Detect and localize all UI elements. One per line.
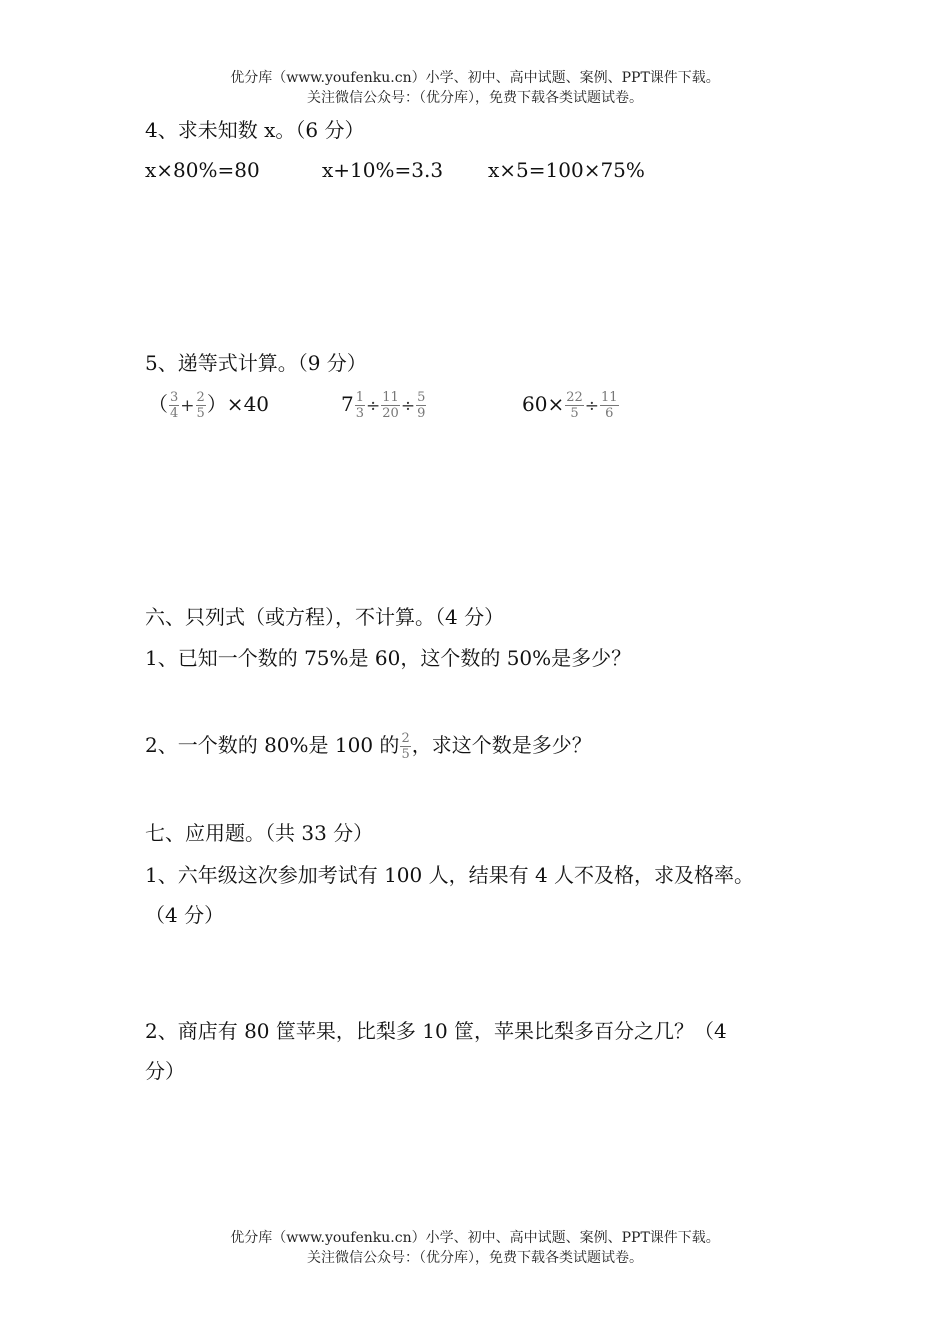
plus-sign: + xyxy=(180,396,195,416)
fraction: $\frac{2}{5}$ xyxy=(401,731,410,762)
fraction: $\frac{3}{4}$ xyxy=(170,390,179,421)
expr1-open: （ xyxy=(148,392,168,416)
fraction: $\frac{11}{6}$ xyxy=(601,390,618,421)
expr1-close: ）×40 xyxy=(206,392,270,416)
section7-question-1-line-2: （4 分） xyxy=(145,903,225,927)
section5-title: 5、递等式计算。（9 分） xyxy=(145,351,367,375)
q2-prefix: 2、一个数的 80%是 100 的 xyxy=(145,733,400,757)
divide-sign: ÷ xyxy=(400,396,416,416)
header-line-1: 优分库（www.youfenku.cn）小学、初中、高中试题、案例、PPT课件下载。 xyxy=(230,70,720,86)
fraction: $\frac{22}{5}$ xyxy=(566,390,583,421)
mixed-whole: 7 xyxy=(341,392,354,416)
fraction: $\frac{1}{3}$ xyxy=(355,390,365,421)
footer-line-2: 关注微信公众号：（优分库），免费下载各类试题试卷。 xyxy=(307,1250,643,1266)
footer-line-1: 优分库（www.youfenku.cn）小学、初中、高中试题、案例、PPT课件下载。 xyxy=(230,1230,720,1246)
section6-title: 六、只列式（或方程），不计算。（4 分） xyxy=(145,605,505,629)
section4-title: 4、求未知数 x。（6 分） xyxy=(145,118,365,142)
fraction: $\frac{11}{20}$ xyxy=(382,390,399,421)
divide-sign: ÷ xyxy=(584,396,600,416)
expression-2 xyxy=(341,390,427,421)
fraction: $\frac{2}{5}$ xyxy=(196,390,205,421)
divide-sign: ÷ xyxy=(366,396,381,416)
section7-question-1-line-1: 1、六年级这次参加考试有 100 人，结果有 4 人不及格，求及格率。 xyxy=(145,863,755,887)
q2-suffix: ，求这个数是多少？ xyxy=(411,733,592,757)
section7-question-2-line-2: 分） xyxy=(145,1059,185,1083)
header-line-2: 关注微信公众号：（优分库），免费下载各类试题试卷。 xyxy=(307,90,643,106)
equation-3: x×5=100×75% xyxy=(488,158,645,182)
expression-1 xyxy=(148,390,269,421)
expr3-lead: 60× xyxy=(522,392,565,416)
section7-question-2-line-1: 2、商店有 80 筐苹果，比梨多 10 筐，苹果比梨多百分之几？（4 xyxy=(145,1019,727,1043)
expression-3 xyxy=(522,390,620,421)
section6-question-2 xyxy=(145,731,592,762)
equation-2: x+10%=3.3 xyxy=(322,158,444,182)
section6-question-1: 1、已知一个数的 75%是 60，这个数的 50%是多少？ xyxy=(145,646,632,670)
equation-1: x×80%=80 xyxy=(145,158,260,182)
fraction: $\frac{5}{9}$ xyxy=(417,390,426,421)
section7-title: 七、应用题。（共 33 分） xyxy=(145,821,374,845)
